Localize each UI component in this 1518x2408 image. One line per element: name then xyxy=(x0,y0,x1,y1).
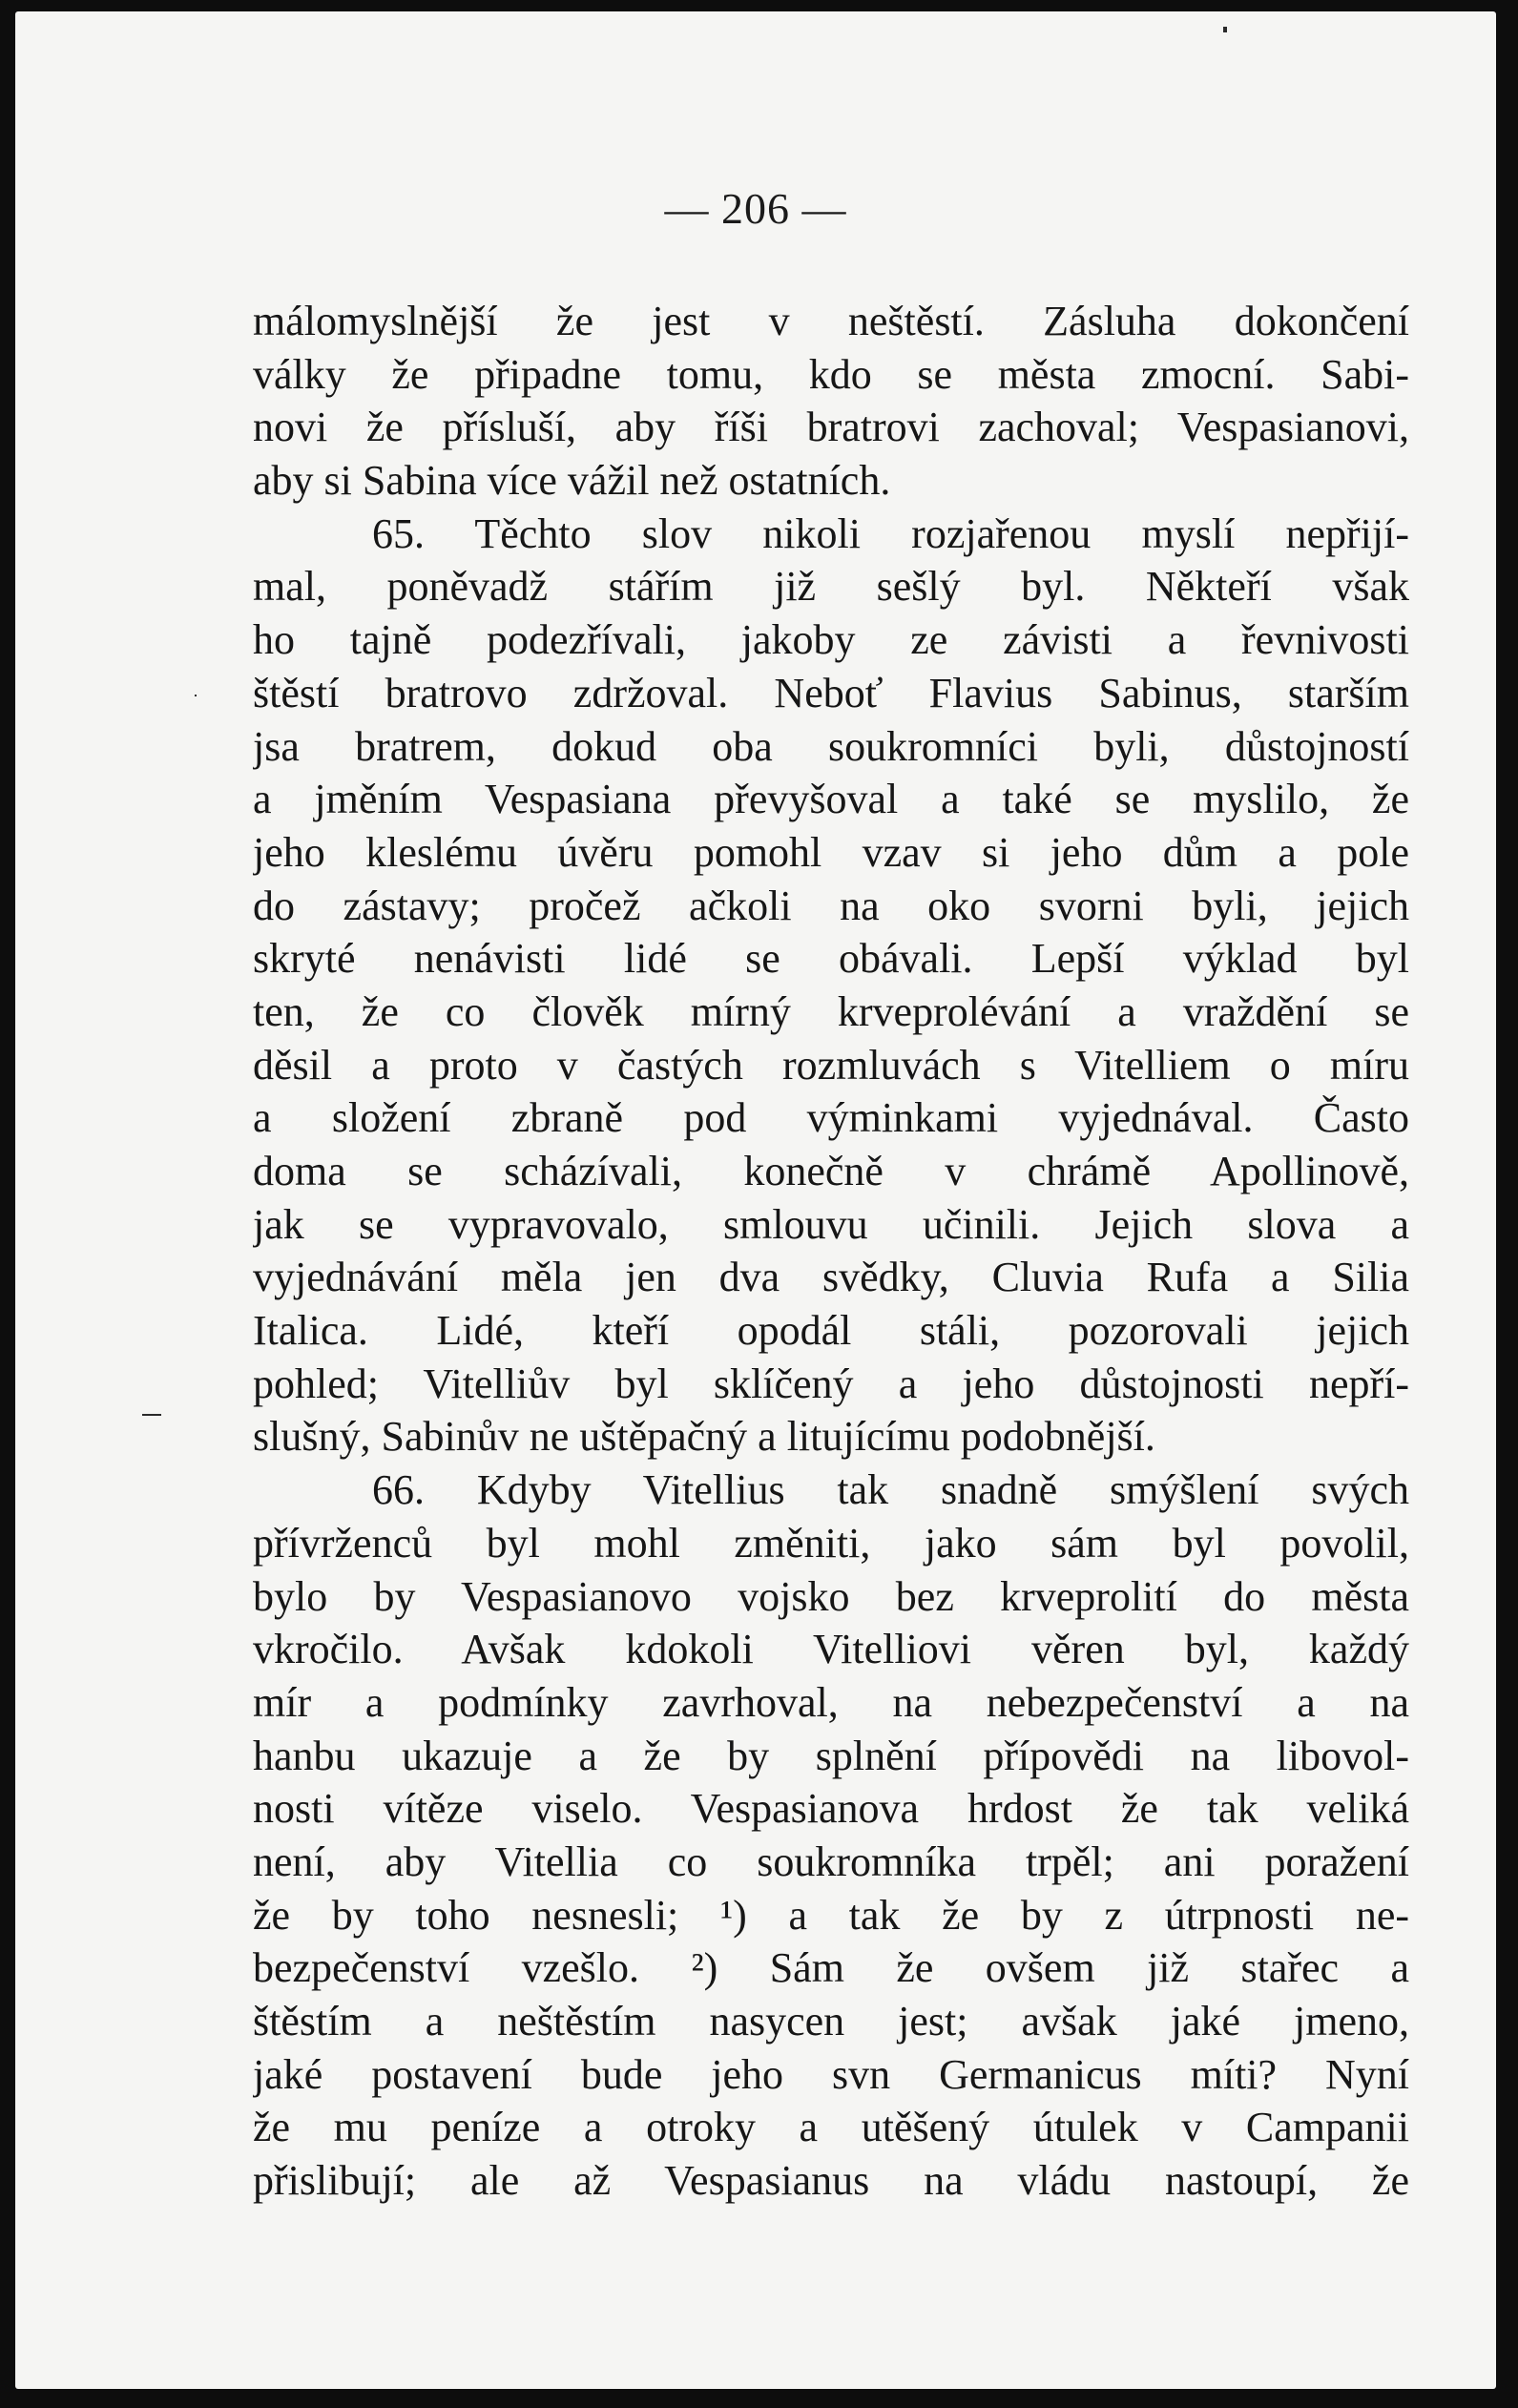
text-line: jeho kleslému úvěru pomohl vzav si jeho dům a pole xyxy=(253,828,1409,876)
text-line: ten, že co člověk mírný krveprolévání a vraždění se xyxy=(253,987,1409,1035)
text-line: pohled; Vitelliův byl sklíčený a jeho důstojnosti nepří- xyxy=(253,1360,1409,1407)
text-line: štěstí bratrovo zdržoval. Neboť Flavius Sabinus, starším xyxy=(253,669,1409,716)
text-line: války že připadne tomu, kdo se města zmocní. Sabi- xyxy=(253,350,1409,398)
text-line: štěstím a neštěstím nasycen jest; avšak jaké jmeno, xyxy=(253,1998,1409,2045)
text-line: vyjednávání měla jen dva svědky, Cluvia Rufa a Silia xyxy=(253,1254,1409,1301)
text-line: a složení zbraně pod výminkami vyjednával. Často xyxy=(253,1094,1409,1142)
text-line: bylo by Vespasianovo vojsko bez krveprolití do města xyxy=(253,1572,1409,1620)
text-line: mír a podmínky zavrhoval, na nebezpečenství a na xyxy=(253,1678,1409,1726)
text-line: přívrženců byl mohl změniti, jako sám byl povolil, xyxy=(253,1519,1409,1567)
text-line: doma se scházívali, konečně v chrámě Apollinově, xyxy=(253,1148,1409,1194)
text-line: nosti vítěze viselo. Vespasianova hrdost že tak veliká xyxy=(253,1785,1409,1833)
paragraph-65-start: 65. Těchto slov nikoli rozjařenou myslí nepřijí- xyxy=(372,509,1409,557)
print-speck xyxy=(195,695,197,696)
text-line: není, aby Vitellia co soukromníka trpěl; ani poražení xyxy=(253,1837,1409,1885)
text-line: že by toho nesnesli; ¹) a tak že by z útrpnosti ne- xyxy=(253,1891,1409,1939)
text-line: hanbu ukazuje a že by splnění přípovědi na libovol- xyxy=(253,1732,1409,1779)
text-line: aby si Sabina více vážil než ostatních. xyxy=(253,457,891,505)
text-line: mal, poněvadž stářím již sešlý byl. Někteří však xyxy=(253,563,1409,611)
text-line: jaké postavení bude jeho svn Germanicus míti? Nyní xyxy=(253,2050,1409,2098)
print-speck xyxy=(142,1414,161,1416)
paragraph-66-start: 66. Kdyby Vitellius tak snadně smýšlení svých xyxy=(372,1466,1409,1514)
body-text xyxy=(253,295,1409,2208)
text-line: málomyslnější že jest v neštěstí. Zásluha dokončení xyxy=(253,298,1409,344)
text-line: novi že přísluší, aby říši bratrovi zachoval; Vespasianovi, xyxy=(253,404,1409,451)
text-line: vkročilo. Avšak kdokoli Vitelliovi věren byl, každý xyxy=(253,1626,1409,1673)
text-line: do zástavy; pročež ačkoli na oko svorni byli, jejich xyxy=(253,882,1409,929)
text-line: jsa bratrem, dokud oba soukromníci byli, důstojností xyxy=(253,722,1409,770)
text-line: a jměním Vespasiana převyšoval a také se myslilo, že xyxy=(253,776,1409,823)
text-line: děsil a proto v častých rozmluvách s Vitelliem o míru xyxy=(253,1041,1409,1089)
text-line: ho tajně podezřívali, jakoby ze závisti a řevnivosti xyxy=(253,616,1409,664)
text-line: přislibují; ale až Vespasianus na vládu nastoupí, že xyxy=(253,2157,1409,2205)
text-line: jak se vypravovalo, smlouvu učinili. Jejich slova a xyxy=(253,1200,1409,1248)
text-line: bezpečenství vzešlo. ²) Sám že ovšem již stařec a xyxy=(253,1944,1409,1992)
book-page xyxy=(15,11,1496,2389)
text-line: skryté nenávisti lidé se obávali. Lepší výklad byl xyxy=(253,935,1409,983)
print-speck xyxy=(1223,27,1227,32)
page-number-header: — 206 — xyxy=(664,184,847,233)
text-line: slušný, Sabinův ne uštěpačný a litujícímu podobnější. xyxy=(253,1413,1155,1461)
text-line: Italica. Lidé, kteří opodál stáli, pozorovali jejich xyxy=(253,1307,1409,1355)
text-line: že mu peníze a otroky a utěšený útulek v Campanii xyxy=(253,2104,1409,2151)
